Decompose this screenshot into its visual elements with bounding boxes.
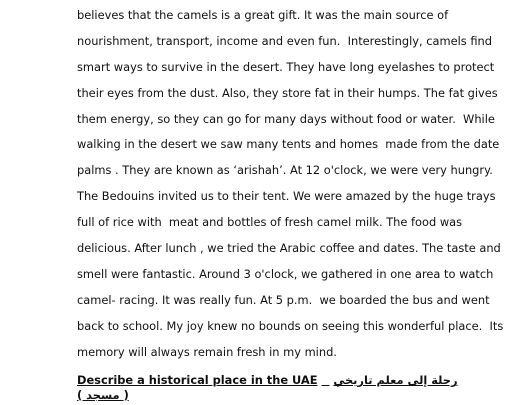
- text-line-11: smell were fantastic. Around 3 o'clock, we gathered in one area to watch: [77, 266, 494, 281]
- text-line-10: delicious. After lunch , we tried the Arabic coffee and dates. The taste and: [77, 241, 501, 256]
- text-line-5: them energy, so they can go for many days without food or water. While: [77, 111, 495, 126]
- text-line-12: camel- racing. It was really fun. At 5 p.m. we boarded the bus and went: [77, 292, 490, 307]
- text-line-7: palms . They are known as ‘arishah’. At 12 o'clock, we were very hungry.: [77, 163, 493, 178]
- heading-line-1: [77, 373, 497, 388]
- heading-arabic: رحلة إلى معلم تاريخي: [333, 373, 458, 387]
- heading-line-2: [77, 388, 497, 403]
- text-line-3: smart ways to survive in the desert. They have long eyelashes to protect: [77, 59, 495, 74]
- text-line-8: The Bedouins invited us to their tent. We were amazed by the huge trays: [77, 189, 496, 204]
- text-line-13: back to school. My joy knew no bounds on seeing this wonderful place. Its: [77, 318, 504, 333]
- section-heading: [77, 373, 497, 403]
- heading-english: Describe a historical place in the UAE: [77, 373, 318, 387]
- text-line-6: walking in the desert we saw many tents and homes made from the date: [77, 137, 500, 152]
- text-line-2: nourishment, transport, income and even fun. Interestingly, camels find: [77, 33, 492, 48]
- text-line-1: believes that the camels is a great gift. It was the main source of: [77, 8, 449, 22]
- text-line-14: memory will always remain fresh in my mind.: [77, 344, 337, 359]
- body-text: [77, 3, 502, 365]
- text-line-4: their eyes from the dust. Also, they store fat in their humps. The fat gives: [77, 85, 498, 100]
- text-line-9: full of rice with meat and bottles of fresh camel milk. The food was: [77, 215, 463, 230]
- heading-arabic-cont: ( مسجد ): [77, 388, 129, 402]
